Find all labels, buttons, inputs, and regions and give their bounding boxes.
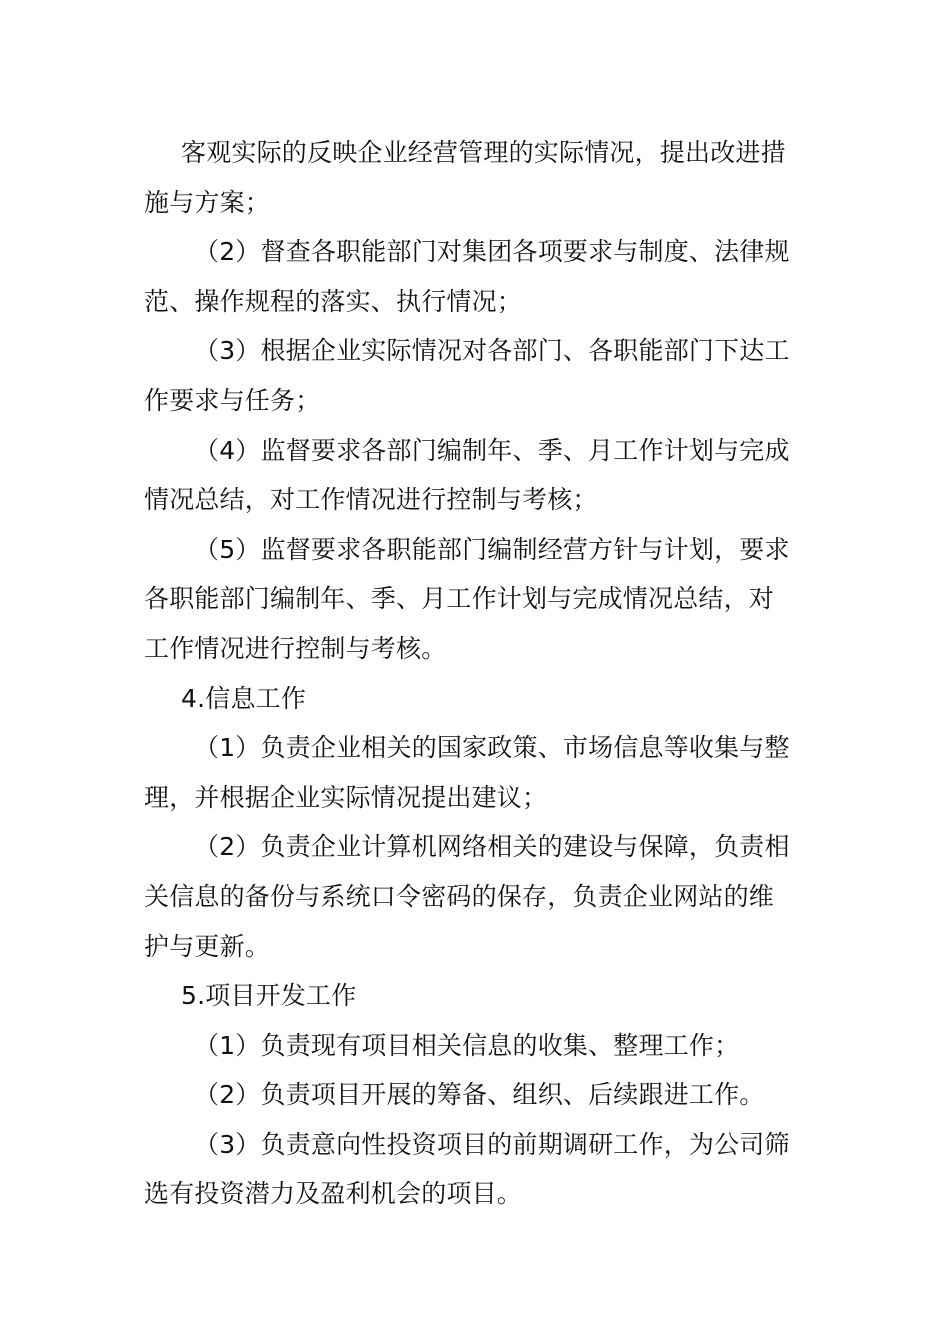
- list-item-line: （1）负责现有项目相关信息的收集、整理工作；: [194, 1030, 740, 1060]
- text-line: 护与更新。: [144, 931, 271, 961]
- text-line: 理，并根据企业实际情况提出建议；: [144, 782, 548, 812]
- text-line: 选有投资潜力及盈利机会的项目。: [144, 1179, 523, 1209]
- text-line: 客观实际的反映企业经营管理的实际情况，提出改进措: [181, 138, 786, 167]
- list-item-line: （2）负责项目开展的筹备、组织、后续跟进工作。: [194, 1080, 765, 1110]
- text-line: 工作情况进行控制与考核。: [144, 633, 447, 663]
- list-item-line: （5）监督要求各职能部门编制经营方针与计划，要求: [194, 534, 790, 564]
- text-line: 各职能部门编制年、季、月工作计划与完成情况总结，对: [144, 584, 775, 614]
- text-line: 情况总结，对工作情况进行控制与考核；: [144, 485, 598, 515]
- text-line: 关信息的备份与系统口令密码的保存，负责企业网站的维: [144, 881, 775, 911]
- text-line: 作要求与任务；: [144, 385, 321, 415]
- list-item-line: （1）负责企业相关的国家政策、市场信息等收集与整: [194, 733, 790, 763]
- list-item-line: （4）监督要求各部门编制年、季、月工作计划与完成: [194, 435, 790, 465]
- list-item-line: （3）根据企业实际情况对各部门、各职能部门下达工: [194, 336, 790, 366]
- list-item-line: （2）督查各职能部门对集团各项要求与制度、法律规: [194, 237, 790, 267]
- list-item-line: （2）负责企业计算机网络相关的建设与保障，负责相: [194, 832, 790, 862]
- document-body: [144, 128, 794, 1219]
- text-line: 范、操作规程的落实、执行情况；: [144, 286, 523, 316]
- list-item-line: （3）负责意向性投资项目的前期调研工作，为公司筛: [194, 1129, 790, 1159]
- text-line: 施与方案；: [144, 187, 271, 217]
- section-heading: 4.信息工作: [181, 683, 307, 713]
- section-heading: 5.项目开发工作: [181, 981, 357, 1011]
